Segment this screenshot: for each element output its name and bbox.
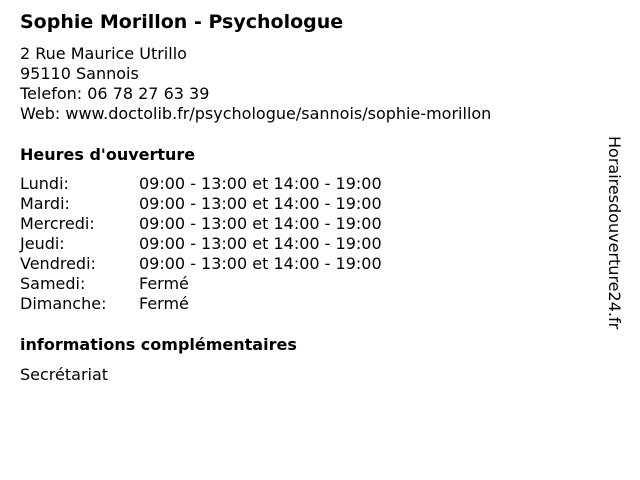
time-value: 09:00 - 13:00 et 14:00 - 19:00 xyxy=(139,194,382,213)
opening-hours-table xyxy=(20,174,382,314)
day-label: Lundi: xyxy=(20,174,69,193)
opening-hours-heading: Heures d'ouverture xyxy=(20,145,196,164)
site-watermark: Horairesdouverture24.fr xyxy=(605,136,624,330)
hours-row-wednesday xyxy=(20,214,382,234)
hours-row-saturday xyxy=(20,274,382,294)
time-value: 09:00 - 13:00 et 14:00 - 19:00 xyxy=(139,214,382,233)
hours-row-monday xyxy=(20,174,382,194)
hours-row-tuesday xyxy=(20,194,382,214)
website-link: Web: www.doctolib.fr/psychologue/sannois/sophie-morillon xyxy=(20,104,492,123)
street-address: 2 Rue Maurice Utrillo xyxy=(20,44,187,63)
hours-row-friday xyxy=(20,254,382,274)
time-value: 09:00 - 13:00 et 14:00 - 19:00 xyxy=(139,174,382,193)
day-label: Mardi: xyxy=(20,194,70,213)
time-value: Fermé xyxy=(139,294,189,313)
additional-info-heading: informations complémentaires xyxy=(20,335,297,354)
day-label: Mercredi: xyxy=(20,214,95,233)
day-label: Samedi: xyxy=(20,274,86,293)
day-label: Dimanche: xyxy=(20,294,107,313)
day-label: Vendredi: xyxy=(20,254,96,273)
hours-row-sunday xyxy=(20,294,382,314)
time-value: Fermé xyxy=(139,274,189,293)
day-label: Jeudi: xyxy=(20,234,65,253)
address-block xyxy=(20,44,491,124)
phone-number: Telefon: 06 78 27 63 39 xyxy=(20,84,210,103)
time-value: 09:00 - 13:00 et 14:00 - 19:00 xyxy=(139,254,382,273)
hours-row-thursday xyxy=(20,234,382,254)
city-address: 95110 Sannois xyxy=(20,64,139,83)
page-title: Sophie Morillon - Psychologue xyxy=(20,11,344,33)
time-value: 09:00 - 13:00 et 14:00 - 19:00 xyxy=(139,234,382,253)
additional-info-text: Secrétariat xyxy=(20,365,109,384)
